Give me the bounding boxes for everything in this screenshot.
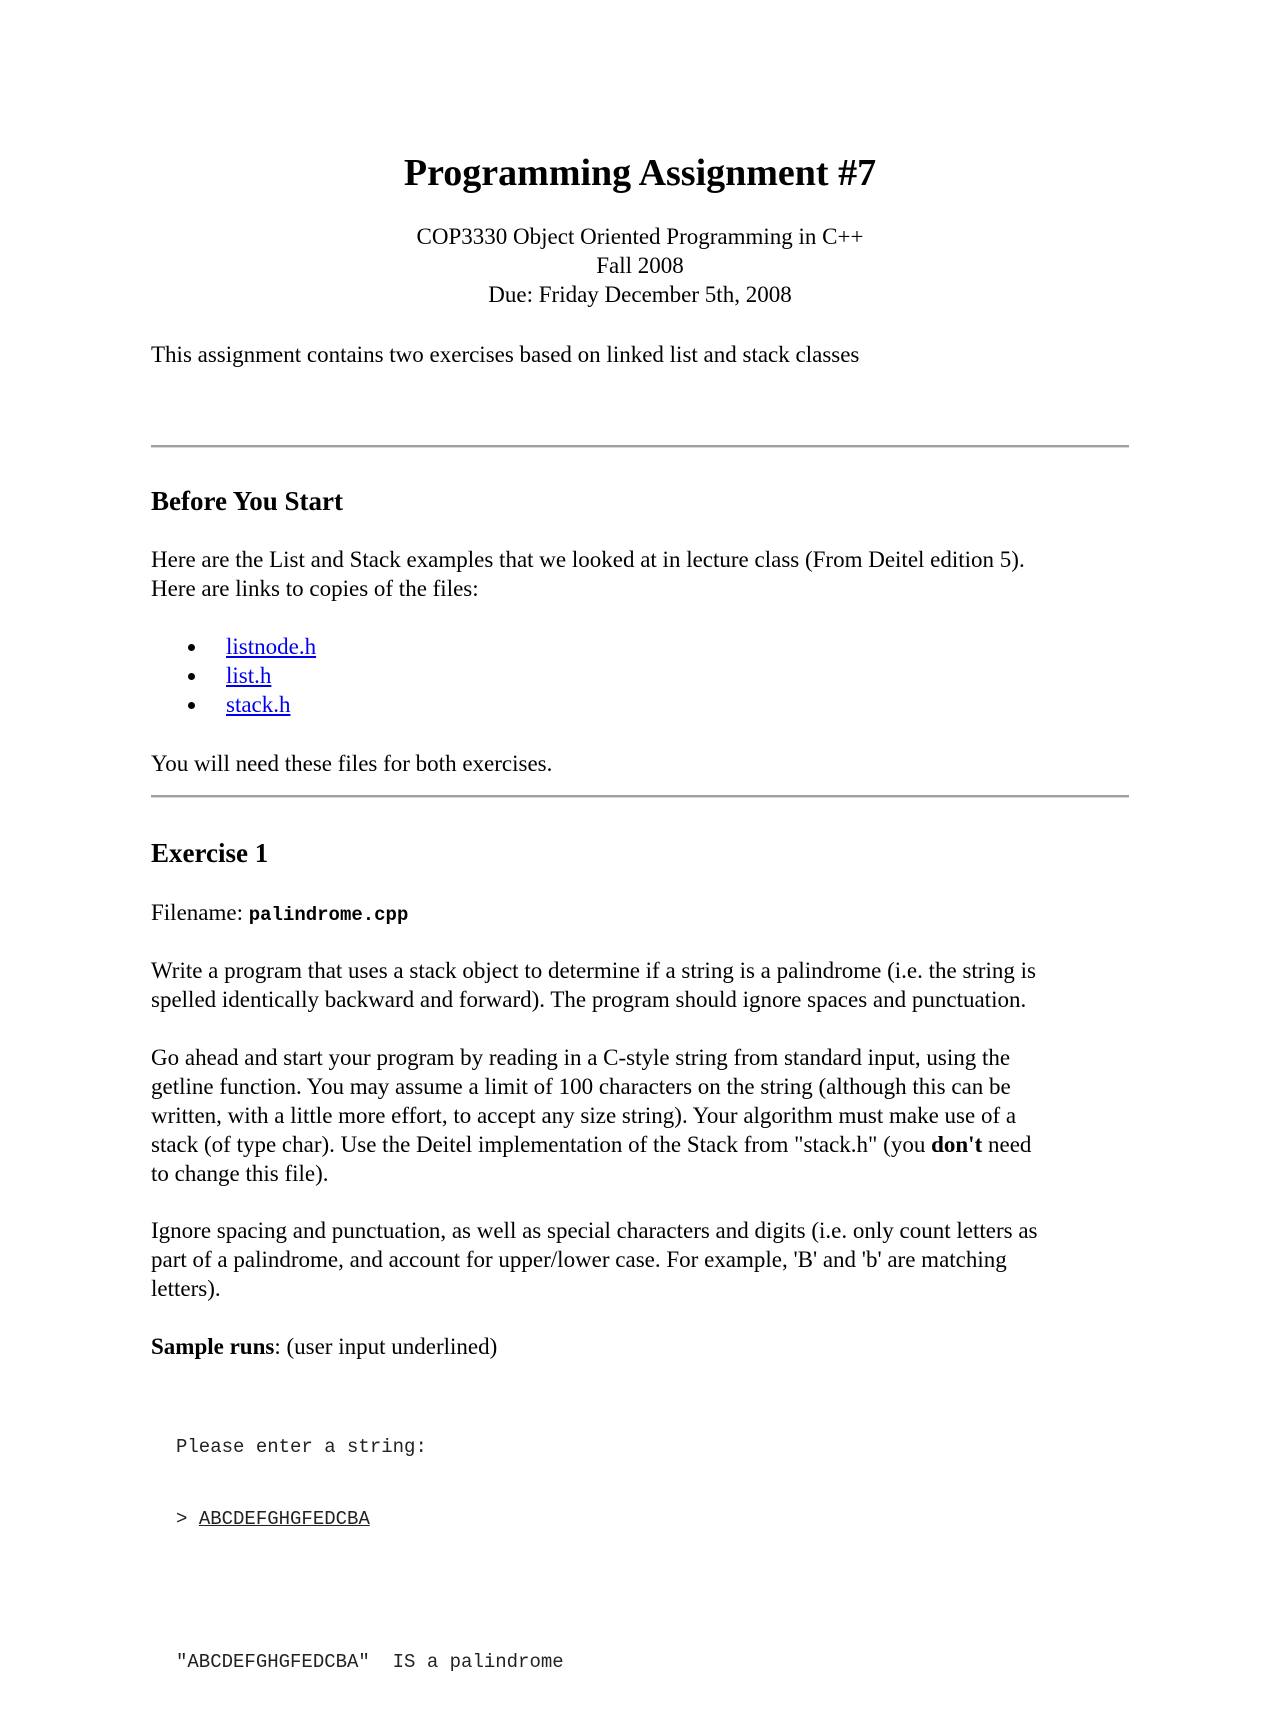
bullet-icon: [188, 702, 195, 709]
divider: [151, 445, 1129, 448]
prompt-marker: >: [176, 1508, 199, 1530]
sample-runs-label: [151, 1332, 1129, 1361]
intro-text: This assignment contains two exercises based on linked list and stack classes: [151, 342, 860, 367]
sample-runs-note: : (user input underlined): [274, 1334, 498, 1359]
course-name: COP3330 Object Oriented Programming in C++: [416, 224, 864, 249]
instructions-line-4-start: stack (of type char). Use the Deitel implementation of the Stack from "stack.h" (you: [151, 1132, 932, 1157]
sample-input-line: [176, 1507, 564, 1531]
filename-line: [151, 898, 1129, 930]
sample-output: "ABCDEFGHGFEDCBA" IS a palindrome: [176, 1651, 564, 1673]
instructions-line-4-end: need: [982, 1132, 1032, 1157]
exercise-instructions: [151, 1043, 1129, 1188]
instructions-line-1: Go ahead and start your program by reading in a C-style string from standard input, using the: [151, 1045, 1011, 1070]
due-date: Due: Friday December 5th, 2008: [488, 282, 792, 307]
section-heading-exercise-1: Exercise 1: [151, 838, 269, 868]
instructions-line-2: getline function. You may assume a limit of 100 characters on the string (although this can be: [151, 1074, 1011, 1099]
before-you-start-text: [151, 545, 1129, 603]
course-info: [151, 222, 1129, 309]
description-line-1: Write a program that uses a stack object to determine if a string is a palindrome (i.e. the string is: [151, 958, 1036, 983]
instructions-line-4-emphasis: don't: [931, 1132, 983, 1157]
sample-run-output: [176, 1387, 564, 1722]
rules-line-1: Ignore spacing and punctuation, as well as special characters and digits (i.e. only count letters as: [151, 1218, 1038, 1243]
link-stack-h[interactable]: stack.h: [226, 692, 291, 717]
list-item: [151, 661, 316, 690]
sample-prompt: Please enter a string:: [176, 1436, 427, 1458]
files-needed-note: You will need these files for both exercises.: [151, 751, 553, 776]
instructions-line-5: to change this file).: [151, 1161, 329, 1186]
file-link-list: [151, 632, 316, 719]
instructions-line-3: written, with a little more effort, to accept any size string). Your algorithm must make use of a: [151, 1103, 1017, 1128]
term: Fall 2008: [596, 253, 684, 278]
exercise-description: [151, 956, 1129, 1014]
divider: [151, 795, 1129, 798]
page-title: Programming Assignment #7: [403, 152, 877, 194]
sample-input: ABCDEFGHGFEDCBA: [198, 1508, 370, 1530]
exercise-rules: [151, 1216, 1129, 1303]
section-heading-before-you-start: Before You Start: [151, 486, 343, 516]
bullet-icon: [188, 673, 195, 680]
before-line-2: Here are links to copies of the files:: [151, 576, 479, 601]
link-list-h[interactable]: list.h: [226, 663, 272, 688]
filename-value: palindrome.cpp: [248, 904, 409, 926]
link-listnode-h[interactable]: listnode.h: [226, 634, 317, 659]
description-line-2: spelled identically backward and forward). The program should ignore spaces and punctuation.: [151, 987, 1027, 1012]
rules-line-2: part of a palindrome, and account for upper/lower case. For example, 'B' and 'b' are matching: [151, 1247, 1007, 1272]
list-item: [151, 690, 316, 719]
bullet-icon: [188, 644, 195, 651]
blank-line: [176, 1579, 564, 1602]
sample-runs-title: Sample runs: [151, 1334, 275, 1359]
before-line-1: Here are the List and Stack examples that we looked at in lecture class (From Deitel edition 5).: [151, 547, 1025, 572]
list-item: [151, 632, 316, 661]
filename-label: Filename:: [151, 900, 249, 925]
rules-line-3: letters).: [151, 1276, 221, 1301]
